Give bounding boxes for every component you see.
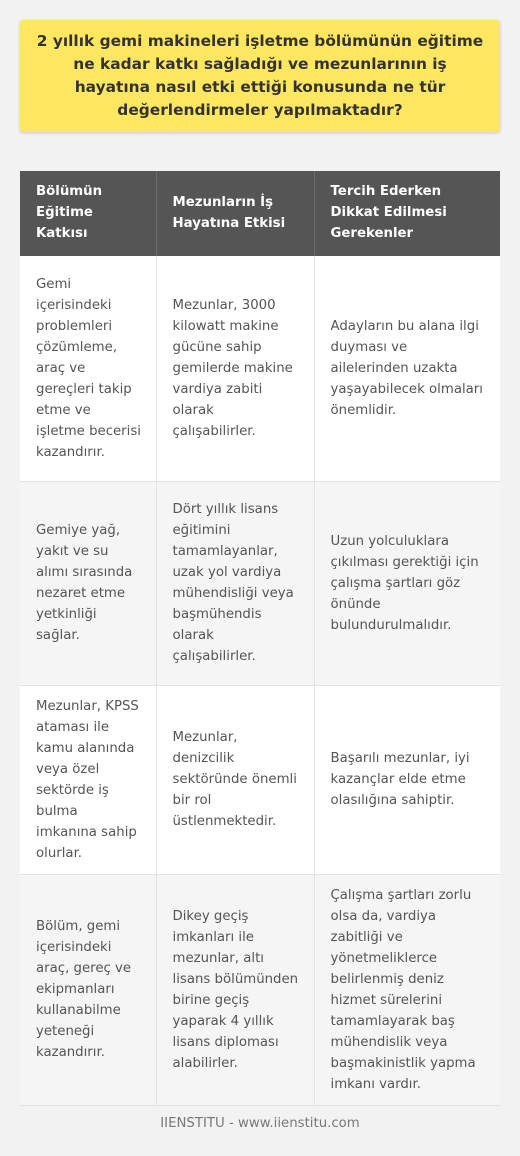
- table-cell: Gemi içerisindeki problemleri çözümleme, araç ve gereçleri takip etme ve işletme becerisi kazandırır.: [20, 256, 156, 481]
- table-cell: Uzun yolculuklara çıkılması gerektiği için çalışma şartları göz önünde bulundurulmalıdır.: [314, 481, 500, 685]
- table-cell: Dört yıllık lisans eğitimini tamamlayanlar, uzak yol vardiya mühendisliği veya başmühendis olarak çalışabilirler.: [156, 481, 314, 685]
- footer-credit: IIENSTITU - www.iienstitu.com: [160, 1116, 360, 1131]
- title-box: [20, 20, 500, 132]
- table-cell: Mezunlar, 3000 kilowatt makine gücüne sahip gemilerde makine vardiya zabiti olarak çalışabilirler.: [156, 256, 314, 481]
- table-header-row: [20, 171, 500, 256]
- table-cell: Çalışma şartları zorlu olsa da, vardiya zabitliği ve yönetmeliklerce belirlenmiş deniz hizmet sürelerini tamamlayarak baş mühendislik veya başmakinistlik yapma imkanı vardır.: [314, 874, 500, 1105]
- table-row: [20, 256, 500, 481]
- column-header: Bölümün Eğitime Katkısı: [20, 171, 156, 256]
- column-header: Mezunların İş Hayatına Etkisi: [156, 171, 314, 256]
- table-cell: Mezunlar, denizcilik sektöründe önemli bir rol üstlenmektedir.: [156, 685, 314, 874]
- table-cell: Mezunlar, KPSS ataması ile kamu alanında veya özel sektörde iş bulma imkanına sahip olurlar.: [20, 685, 156, 874]
- page-title: 2 yıllık gemi makineleri işletme bölümünün eğitime ne kadar katkı sağladığı ve mezunlarının iş hayatına nasıl etki ettiği konusunda ne tür değerlendirmeler yapılmaktadır?: [36, 32, 484, 119]
- table-cell: Gemiye yağ, yakıt ve su alımı sırasında nezaret etme yetkinliği sağlar.: [20, 481, 156, 685]
- table-cell: Bölüm, gemi içerisindeki araç, gereç ve ekipmanları kullanabilme yeteneği kazandırır.: [20, 874, 156, 1105]
- column-header: Tercih Ederken Dikkat Edilmesi Gerekenler: [314, 171, 500, 256]
- table-cell: Başarılı mezunlar, iyi kazançlar elde etme olasılığına sahiptir.: [314, 685, 500, 874]
- table-cell: Dikey geçiş imkanları ile mezunlar, altı lisans bölümünden birine geçiş yaparak 4 yıllık lisans diploması alabilirler.: [156, 874, 314, 1105]
- table-row: [20, 481, 500, 685]
- table-row: [20, 685, 500, 874]
- comparison-table: [20, 171, 500, 1106]
- table-cell: Adayların bu alana ilgi duyması ve ailelerinden uzakta yaşayabilecek olmaları önemlidir.: [314, 256, 500, 481]
- table-row: [20, 874, 500, 1105]
